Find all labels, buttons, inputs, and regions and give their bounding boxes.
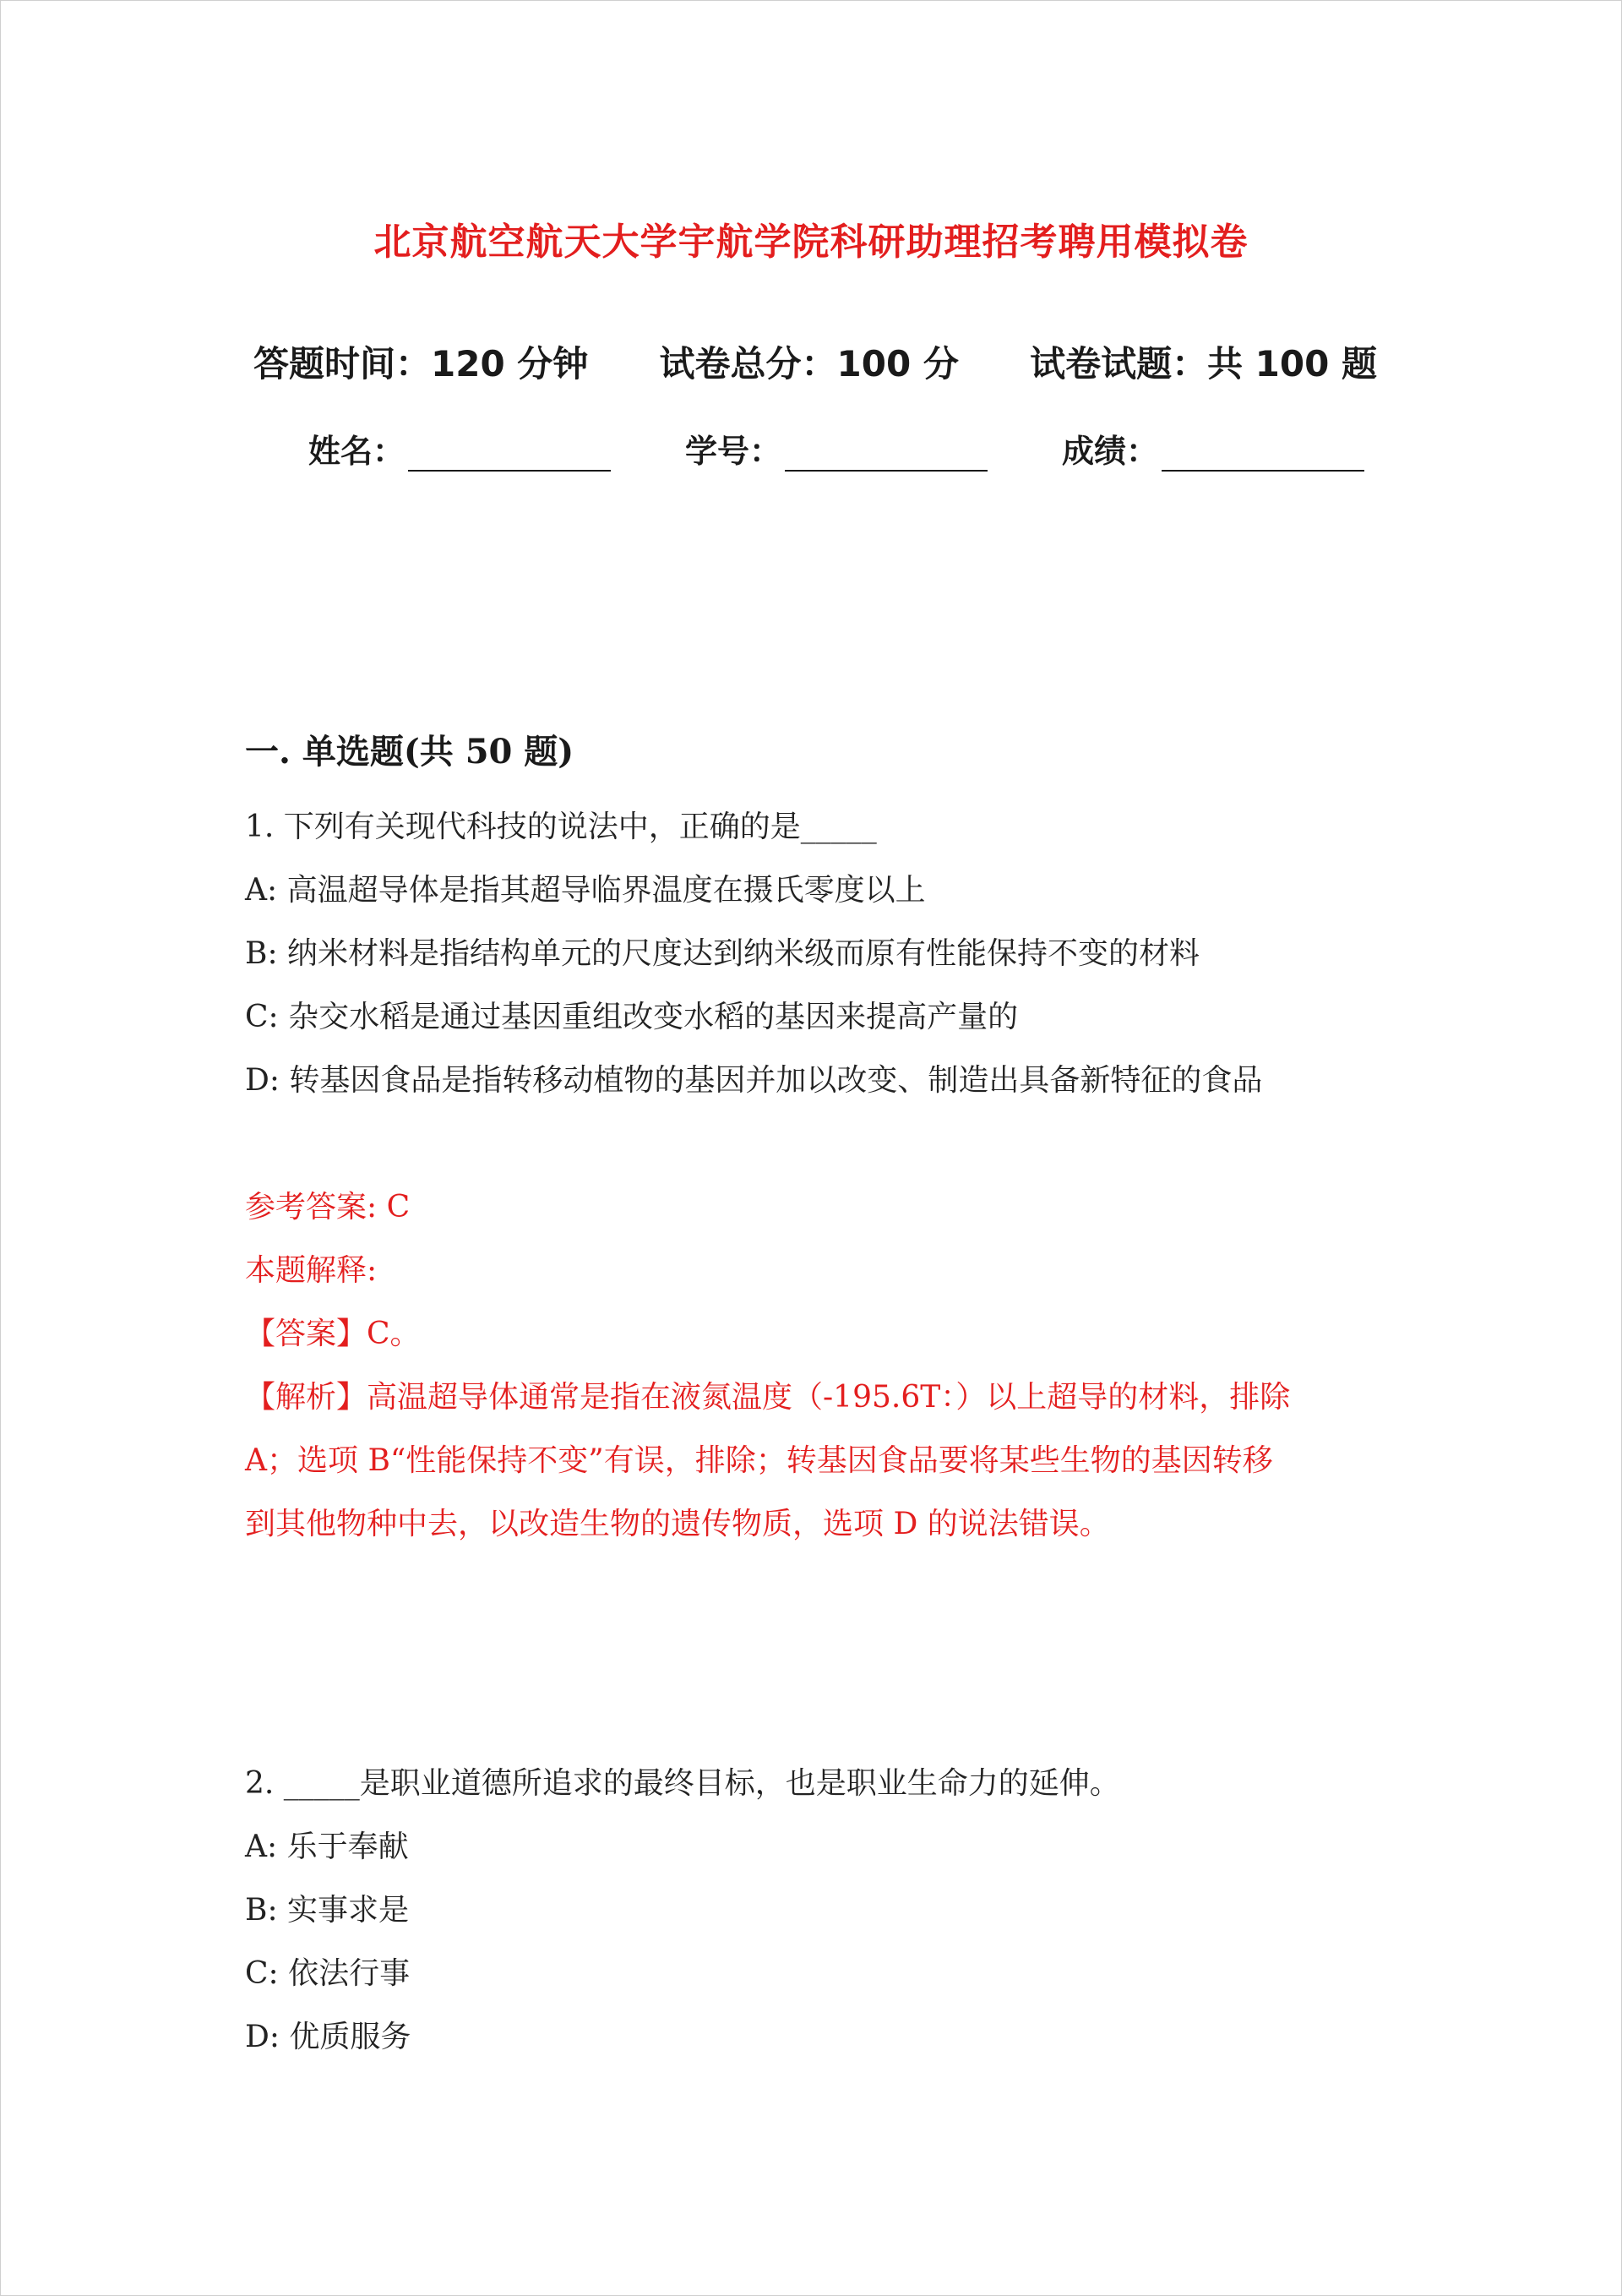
question-2-option-b: B: 实事求是	[245, 1893, 410, 1928]
question-1-option-a: A: 高温超导体是指其超导临界温度在摄氏零度以上	[245, 873, 926, 908]
student-fields-row	[308, 425, 1364, 472]
exam-time: 答题时间：120 分钟	[253, 343, 589, 384]
score-blank-line[interactable]	[1162, 436, 1364, 472]
question-1-answer: 参考答案: C	[245, 1190, 411, 1224]
document-title: 北京航空航天大学宇航学院科研助理招考聘用模拟卷	[373, 221, 1249, 264]
question-1-analysis-line-3: 到其他物种中去，以改造生物的遗传物质，选项 D 的说法错误。	[245, 1507, 1110, 1541]
question-1-option-d: D: 转基因食品是指转移动植物的基因并加以改变、制造出具备新特征的食品	[245, 1063, 1263, 1098]
id-blank-line[interactable]	[785, 436, 988, 472]
id-label: 学号：	[684, 433, 781, 470]
question-1-analysis-line-1: 【解析】高温超导体通常是指在液氮温度（-195.6T：）以上超导的材料，排除	[245, 1380, 1291, 1415]
question-1-analysis-line-2: A；选项 B“性能保持不变”有误，排除；转基因食品要将某些生物的基因转移	[245, 1443, 1273, 1478]
name-label: 姓名：	[308, 433, 406, 470]
question-1-option-c: C: 杂交水稻是通过基因重组改变水稻的基因来提高产量的	[245, 1000, 1019, 1034]
exam-question-count: 试卷试题：共 100 题	[1030, 343, 1377, 384]
question-1-option-b: B: 纳米材料是指结构单元的尺度达到纳米级而原有性能保持不变的材料	[245, 936, 1200, 971]
question-2-stem: 2. _____是职业道德所追求的最终目标，也是职业生命力的延伸。	[245, 1766, 1120, 1801]
name-field	[308, 425, 611, 472]
question-1-explanation-label: 本题解释:	[245, 1253, 378, 1288]
exam-info-row	[253, 336, 1377, 387]
question-2-option-a: A: 乐于奉献	[245, 1830, 409, 1864]
question-1-stem: 1. 下列有关现代科技的说法中，正确的是_____	[245, 810, 877, 844]
question-2-option-d: D: 优质服务	[245, 2020, 411, 2054]
exam-total-score: 试卷总分：100 分	[659, 343, 959, 384]
name-blank-line[interactable]	[408, 436, 611, 472]
question-1-answer-bracket: 【答案】C。	[245, 1317, 421, 1351]
question-2-option-c: C: 依法行事	[245, 1956, 411, 1991]
section-heading: 一. 单选题(共 50 题)	[245, 732, 574, 772]
id-field	[685, 425, 988, 472]
score-label: 成绩：	[1061, 433, 1158, 470]
score-field	[1062, 425, 1364, 472]
